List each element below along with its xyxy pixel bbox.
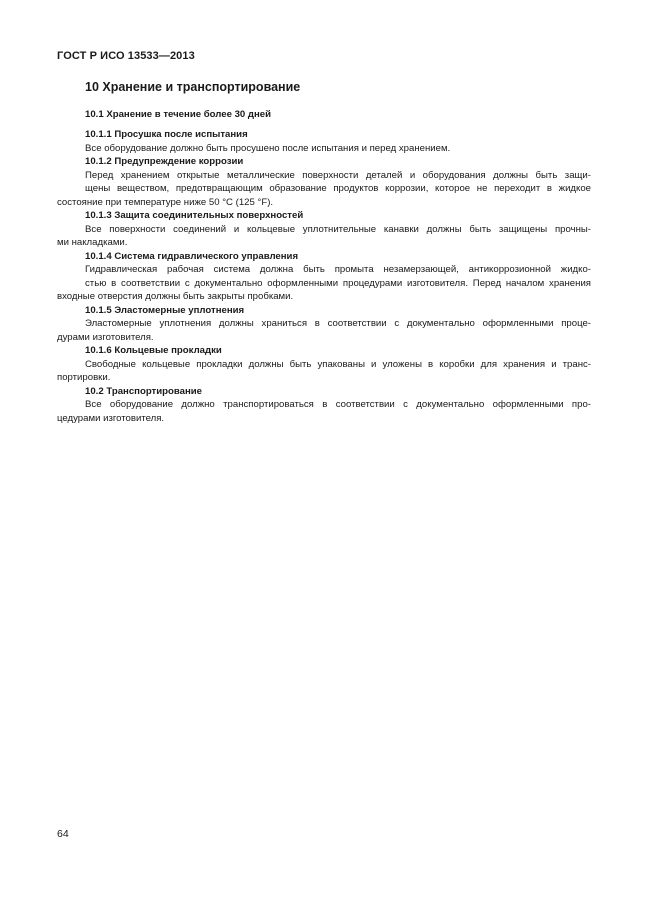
item-title-10-1-4: 10.1.4 Система гидравлического управления <box>85 250 299 262</box>
item-text-10-1-1: Все оборудование должно быть просушено после испытания и перед хранением. <box>85 142 451 154</box>
item-title-10-1-2: 10.1.2 Предупреждение коррозии <box>85 156 244 167</box>
subsection-text-10-2 <box>57 398 591 425</box>
text-line: ми накладками. <box>57 237 128 248</box>
page-content <box>57 78 591 425</box>
item-text-10-1-4 <box>57 263 591 304</box>
page-number: 64 <box>57 828 69 840</box>
text-line: Эластомерные уплотнения должны храниться в соответствии с документально оформленными проце- <box>85 318 591 329</box>
item-text-10-1-2 <box>57 169 591 210</box>
text-line: состояние при температуре ниже 50 °С (125 °F). <box>57 196 274 208</box>
text-line: портировки. <box>57 372 111 383</box>
item-title-10-1-6: 10.1.6 Кольцевые прокладки <box>85 345 222 356</box>
text-line: Перед хранением открытые металлические поверхности деталей и оборудования должны быть защи- <box>85 169 591 181</box>
text-line: Все поверхности соединений и кольцевые уплотнительные канавки должны быть защищены прочны- <box>85 223 591 235</box>
section-title: 10 Хранение и транспортирование <box>85 80 301 94</box>
text-line: стью в соответствии с документально оформленными процедурами изготовителя. Перед началом хранения <box>85 277 591 289</box>
item-title-10-1-5: 10.1.5 Эластомерные уплотнения <box>85 304 245 316</box>
subsection-title-10-1: 10.1 Хранение в течение более 30 дней <box>85 109 272 120</box>
text-line: входные отверстия должны быть закрыты пробками. <box>57 291 294 302</box>
text-line: Гидравлическая рабочая система должна быть промыта незамерзающей, антикоррозионной жидко- <box>85 264 591 275</box>
item-text-10-1-6 <box>57 358 591 385</box>
text-line: цедурами изготовителя. <box>57 412 165 424</box>
item-text-10-1-5 <box>57 317 591 344</box>
text-line: Свободные кольцевые прокладки должны быть упакованы и уложены в коробки для хранения и транс- <box>85 358 591 370</box>
subsection-title-10-2: 10.2 Транспортирование <box>85 385 202 397</box>
text-line: щены веществом, предотвращающим образование продуктов коррозии, которое не переходит в жидкое <box>85 183 591 194</box>
standard-code-header: ГОСТ Р ИСО 13533—2013 <box>57 50 195 62</box>
text-line: дурами изготовителя. <box>57 331 154 343</box>
item-text-10-1-3 <box>57 223 591 250</box>
text-line: Все оборудование должно транспортироваться в соответствии с документально оформленными про- <box>85 399 591 410</box>
item-title-10-1-1: 10.1.1 Просушка после испытания <box>85 129 248 140</box>
item-title-10-1-3: 10.1.3 Защита соединительных поверхностей <box>85 210 304 221</box>
